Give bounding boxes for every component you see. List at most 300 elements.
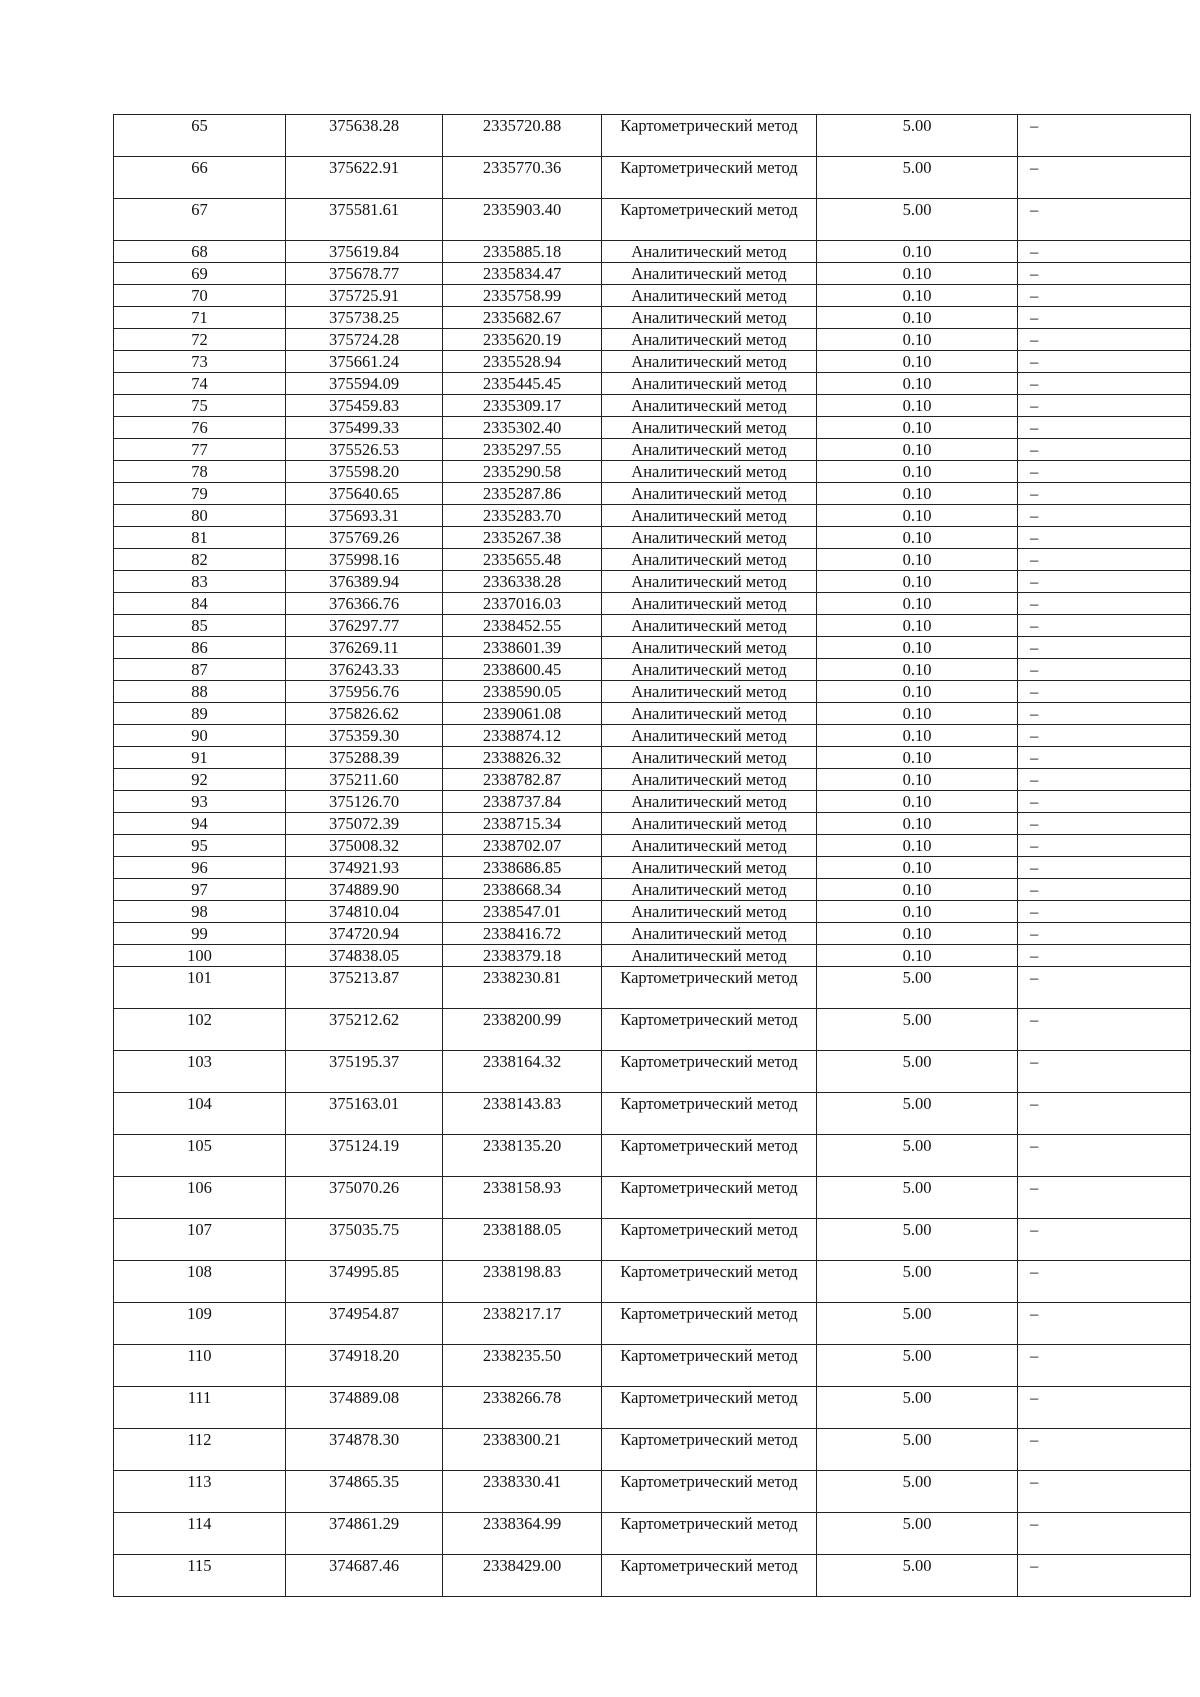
accuracy-cell: 0.10: [817, 263, 1018, 285]
accuracy-cell: 0.10: [817, 901, 1018, 923]
table-row: [114, 901, 1191, 923]
y-coordinate-cell: 2335297.55: [443, 439, 602, 461]
point-number-cell: 106: [114, 1177, 286, 1219]
table-row: [114, 461, 1191, 483]
x-coordinate-cell: 376269.11: [286, 637, 443, 659]
point-number-cell: 67: [114, 199, 286, 241]
remark-cell: –: [1018, 1387, 1191, 1429]
remark-cell: –: [1018, 725, 1191, 747]
y-coordinate-cell: 2338379.18: [443, 945, 602, 967]
method-cell: Аналитический метод: [602, 813, 817, 835]
y-coordinate-cell: 2338601.39: [443, 637, 602, 659]
table-row: [114, 329, 1191, 351]
coordinates-table: [113, 114, 1191, 1597]
y-coordinate-cell: 2338702.07: [443, 835, 602, 857]
remark-cell: –: [1018, 901, 1191, 923]
point-number-cell: 110: [114, 1345, 286, 1387]
x-coordinate-cell: 375661.24: [286, 351, 443, 373]
table-row: [114, 813, 1191, 835]
remark-cell: –: [1018, 857, 1191, 879]
y-coordinate-cell: 2335903.40: [443, 199, 602, 241]
table-row: [114, 593, 1191, 615]
table-row: [114, 1303, 1191, 1345]
remark-cell: –: [1018, 1261, 1191, 1303]
x-coordinate-cell: 375998.16: [286, 549, 443, 571]
table-row: [114, 307, 1191, 329]
y-coordinate-cell: 2335445.45: [443, 373, 602, 395]
point-number-cell: 88: [114, 681, 286, 703]
table-row: [114, 1261, 1191, 1303]
point-number-cell: 72: [114, 329, 286, 351]
method-cell: Картометрический метод: [602, 1093, 817, 1135]
point-number-cell: 115: [114, 1555, 286, 1597]
point-number-cell: 73: [114, 351, 286, 373]
x-coordinate-cell: 374918.20: [286, 1345, 443, 1387]
y-coordinate-cell: 2338217.17: [443, 1303, 602, 1345]
point-number-cell: 69: [114, 263, 286, 285]
x-coordinate-cell: 374720.94: [286, 923, 443, 945]
table-row: [114, 1345, 1191, 1387]
x-coordinate-cell: 374889.08: [286, 1387, 443, 1429]
point-number-cell: 91: [114, 747, 286, 769]
method-cell: Картометрический метод: [602, 1345, 817, 1387]
x-coordinate-cell: 374838.05: [286, 945, 443, 967]
table-row: [114, 725, 1191, 747]
remark-cell: –: [1018, 923, 1191, 945]
accuracy-cell: 0.10: [817, 395, 1018, 417]
remark-cell: –: [1018, 1009, 1191, 1051]
accuracy-cell: 0.10: [817, 813, 1018, 835]
accuracy-cell: 5.00: [817, 1219, 1018, 1261]
table-row: [114, 395, 1191, 417]
x-coordinate-cell: 375581.61: [286, 199, 443, 241]
x-coordinate-cell: 375008.32: [286, 835, 443, 857]
point-number-cell: 79: [114, 483, 286, 505]
remark-cell: –: [1018, 1135, 1191, 1177]
method-cell: Аналитический метод: [602, 395, 817, 417]
table-row: [114, 115, 1191, 157]
y-coordinate-cell: 2338198.83: [443, 1261, 602, 1303]
table-row: [114, 879, 1191, 901]
table-row: [114, 1429, 1191, 1471]
accuracy-cell: 0.10: [817, 923, 1018, 945]
accuracy-cell: 5.00: [817, 1093, 1018, 1135]
table-row: [114, 241, 1191, 263]
remark-cell: –: [1018, 637, 1191, 659]
method-cell: Аналитический метод: [602, 483, 817, 505]
accuracy-cell: 0.10: [817, 945, 1018, 967]
method-cell: Аналитический метод: [602, 263, 817, 285]
table-row: [114, 1009, 1191, 1051]
remark-cell: –: [1018, 571, 1191, 593]
x-coordinate-cell: 374921.93: [286, 857, 443, 879]
method-cell: Картометрический метод: [602, 1009, 817, 1051]
y-coordinate-cell: 2335309.17: [443, 395, 602, 417]
remark-cell: –: [1018, 1303, 1191, 1345]
x-coordinate-cell: 375459.83: [286, 395, 443, 417]
point-number-cell: 78: [114, 461, 286, 483]
remark-cell: –: [1018, 329, 1191, 351]
y-coordinate-cell: 2338668.34: [443, 879, 602, 901]
method-cell: Картометрический метод: [602, 1429, 817, 1471]
y-coordinate-cell: 2338164.32: [443, 1051, 602, 1093]
y-coordinate-cell: 2338230.81: [443, 967, 602, 1009]
method-cell: Аналитический метод: [602, 725, 817, 747]
accuracy-cell: 0.10: [817, 791, 1018, 813]
remark-cell: –: [1018, 659, 1191, 681]
y-coordinate-cell: 2338547.01: [443, 901, 602, 923]
accuracy-cell: 0.10: [817, 351, 1018, 373]
x-coordinate-cell: 375195.37: [286, 1051, 443, 1093]
table-row: [114, 945, 1191, 967]
y-coordinate-cell: 2338600.45: [443, 659, 602, 681]
accuracy-cell: 0.10: [817, 461, 1018, 483]
remark-cell: –: [1018, 263, 1191, 285]
y-coordinate-cell: 2335287.86: [443, 483, 602, 505]
remark-cell: –: [1018, 879, 1191, 901]
remark-cell: –: [1018, 703, 1191, 725]
point-number-cell: 81: [114, 527, 286, 549]
x-coordinate-cell: 374995.85: [286, 1261, 443, 1303]
remark-cell: –: [1018, 395, 1191, 417]
remark-cell: –: [1018, 945, 1191, 967]
remark-cell: –: [1018, 681, 1191, 703]
y-coordinate-cell: 2338143.83: [443, 1093, 602, 1135]
method-cell: Аналитический метод: [602, 307, 817, 329]
point-number-cell: 92: [114, 769, 286, 791]
accuracy-cell: 0.10: [817, 681, 1018, 703]
table-row: [114, 285, 1191, 307]
accuracy-cell: 5.00: [817, 1429, 1018, 1471]
x-coordinate-cell: 376297.77: [286, 615, 443, 637]
x-coordinate-cell: 374889.90: [286, 879, 443, 901]
table-row: [114, 1051, 1191, 1093]
y-coordinate-cell: 2335834.47: [443, 263, 602, 285]
point-number-cell: 74: [114, 373, 286, 395]
y-coordinate-cell: 2338429.00: [443, 1555, 602, 1597]
table-row: [114, 1471, 1191, 1513]
remark-cell: –: [1018, 505, 1191, 527]
accuracy-cell: 0.10: [817, 483, 1018, 505]
table-row: [114, 681, 1191, 703]
point-number-cell: 65: [114, 115, 286, 157]
method-cell: Картометрический метод: [602, 1303, 817, 1345]
method-cell: Аналитический метод: [602, 571, 817, 593]
accuracy-cell: 0.10: [817, 593, 1018, 615]
accuracy-cell: 0.10: [817, 549, 1018, 571]
table-row: [114, 373, 1191, 395]
table-row: [114, 1093, 1191, 1135]
table-row: [114, 571, 1191, 593]
remark-cell: –: [1018, 1051, 1191, 1093]
point-number-cell: 83: [114, 571, 286, 593]
point-number-cell: 77: [114, 439, 286, 461]
point-number-cell: 98: [114, 901, 286, 923]
table-row: [114, 483, 1191, 505]
method-cell: Аналитический метод: [602, 549, 817, 571]
remark-cell: –: [1018, 157, 1191, 199]
remark-cell: –: [1018, 115, 1191, 157]
point-number-cell: 102: [114, 1009, 286, 1051]
method-cell: Картометрический метод: [602, 199, 817, 241]
x-coordinate-cell: 374954.87: [286, 1303, 443, 1345]
accuracy-cell: 0.10: [817, 835, 1018, 857]
accuracy-cell: 5.00: [817, 1555, 1018, 1597]
y-coordinate-cell: 2335620.19: [443, 329, 602, 351]
accuracy-cell: 5.00: [817, 157, 1018, 199]
table-row: [114, 199, 1191, 241]
y-coordinate-cell: 2335720.88: [443, 115, 602, 157]
method-cell: Аналитический метод: [602, 769, 817, 791]
method-cell: Аналитический метод: [602, 637, 817, 659]
y-coordinate-cell: 2338686.85: [443, 857, 602, 879]
accuracy-cell: 0.10: [817, 725, 1018, 747]
y-coordinate-cell: 2335283.70: [443, 505, 602, 527]
point-number-cell: 95: [114, 835, 286, 857]
method-cell: Аналитический метод: [602, 747, 817, 769]
point-number-cell: 96: [114, 857, 286, 879]
table-row: [114, 1177, 1191, 1219]
x-coordinate-cell: 375619.84: [286, 241, 443, 263]
method-cell: Аналитический метод: [602, 681, 817, 703]
method-cell: Картометрический метод: [602, 1219, 817, 1261]
x-coordinate-cell: 374865.35: [286, 1471, 443, 1513]
y-coordinate-cell: 2335528.94: [443, 351, 602, 373]
y-coordinate-cell: 2339061.08: [443, 703, 602, 725]
x-coordinate-cell: 375072.39: [286, 813, 443, 835]
x-coordinate-cell: 375693.31: [286, 505, 443, 527]
method-cell: Аналитический метод: [602, 879, 817, 901]
table-row: [114, 527, 1191, 549]
y-coordinate-cell: 2338364.99: [443, 1513, 602, 1555]
point-number-cell: 68: [114, 241, 286, 263]
x-coordinate-cell: 375070.26: [286, 1177, 443, 1219]
remark-cell: –: [1018, 373, 1191, 395]
x-coordinate-cell: 374687.46: [286, 1555, 443, 1597]
method-cell: Картометрический метод: [602, 1177, 817, 1219]
y-coordinate-cell: 2335758.99: [443, 285, 602, 307]
accuracy-cell: 0.10: [817, 307, 1018, 329]
remark-cell: –: [1018, 1471, 1191, 1513]
y-coordinate-cell: 2338266.78: [443, 1387, 602, 1429]
point-number-cell: 90: [114, 725, 286, 747]
y-coordinate-cell: 2338330.41: [443, 1471, 602, 1513]
table-row: [114, 703, 1191, 725]
point-number-cell: 82: [114, 549, 286, 571]
point-number-cell: 108: [114, 1261, 286, 1303]
accuracy-cell: 0.10: [817, 373, 1018, 395]
y-coordinate-cell: 2338158.93: [443, 1177, 602, 1219]
x-coordinate-cell: 376366.76: [286, 593, 443, 615]
remark-cell: –: [1018, 199, 1191, 241]
table-row: [114, 637, 1191, 659]
x-coordinate-cell: 375678.77: [286, 263, 443, 285]
remark-cell: –: [1018, 1177, 1191, 1219]
accuracy-cell: 5.00: [817, 1177, 1018, 1219]
accuracy-cell: 5.00: [817, 1261, 1018, 1303]
method-cell: Аналитический метод: [602, 857, 817, 879]
point-number-cell: 100: [114, 945, 286, 967]
accuracy-cell: 0.10: [817, 769, 1018, 791]
point-number-cell: 71: [114, 307, 286, 329]
accuracy-cell: 0.10: [817, 747, 1018, 769]
y-coordinate-cell: 2338452.55: [443, 615, 602, 637]
method-cell: Аналитический метод: [602, 505, 817, 527]
accuracy-cell: 5.00: [817, 1513, 1018, 1555]
point-number-cell: 66: [114, 157, 286, 199]
accuracy-cell: 0.10: [817, 879, 1018, 901]
x-coordinate-cell: 375640.65: [286, 483, 443, 505]
point-number-cell: 86: [114, 637, 286, 659]
remark-cell: –: [1018, 1219, 1191, 1261]
method-cell: Аналитический метод: [602, 703, 817, 725]
method-cell: Картометрический метод: [602, 1135, 817, 1177]
y-coordinate-cell: 2335290.58: [443, 461, 602, 483]
method-cell: Аналитический метод: [602, 285, 817, 307]
y-coordinate-cell: 2335302.40: [443, 417, 602, 439]
table-row: [114, 747, 1191, 769]
method-cell: Аналитический метод: [602, 439, 817, 461]
accuracy-cell: 5.00: [817, 1471, 1018, 1513]
method-cell: Картометрический метод: [602, 1513, 817, 1555]
y-coordinate-cell: 2338188.05: [443, 1219, 602, 1261]
point-number-cell: 109: [114, 1303, 286, 1345]
remark-cell: –: [1018, 791, 1191, 813]
y-coordinate-cell: 2338782.87: [443, 769, 602, 791]
accuracy-cell: 0.10: [817, 417, 1018, 439]
remark-cell: –: [1018, 1093, 1191, 1135]
method-cell: Аналитический метод: [602, 593, 817, 615]
table-row: [114, 835, 1191, 857]
remark-cell: –: [1018, 241, 1191, 263]
method-cell: Аналитический метод: [602, 241, 817, 263]
table-row: [114, 351, 1191, 373]
method-cell: Аналитический метод: [602, 373, 817, 395]
y-coordinate-cell: 2337016.03: [443, 593, 602, 615]
method-cell: Аналитический метод: [602, 901, 817, 923]
y-coordinate-cell: 2336338.28: [443, 571, 602, 593]
accuracy-cell: 5.00: [817, 1009, 1018, 1051]
accuracy-cell: 5.00: [817, 199, 1018, 241]
y-coordinate-cell: 2338135.20: [443, 1135, 602, 1177]
point-number-cell: 101: [114, 967, 286, 1009]
accuracy-cell: 0.10: [817, 241, 1018, 263]
table-row: [114, 615, 1191, 637]
table-row: [114, 857, 1191, 879]
x-coordinate-cell: 375738.25: [286, 307, 443, 329]
method-cell: Картометрический метод: [602, 1261, 817, 1303]
table-row: [114, 1555, 1191, 1597]
table-row: [114, 967, 1191, 1009]
accuracy-cell: 0.10: [817, 505, 1018, 527]
y-coordinate-cell: 2338826.32: [443, 747, 602, 769]
x-coordinate-cell: 375526.53: [286, 439, 443, 461]
point-number-cell: 114: [114, 1513, 286, 1555]
point-number-cell: 85: [114, 615, 286, 637]
point-number-cell: 89: [114, 703, 286, 725]
x-coordinate-cell: 374810.04: [286, 901, 443, 923]
accuracy-cell: 0.10: [817, 439, 1018, 461]
x-coordinate-cell: 375124.19: [286, 1135, 443, 1177]
remark-cell: –: [1018, 967, 1191, 1009]
table-row: [114, 659, 1191, 681]
x-coordinate-cell: 375826.62: [286, 703, 443, 725]
point-number-cell: 87: [114, 659, 286, 681]
method-cell: Аналитический метод: [602, 945, 817, 967]
accuracy-cell: 0.10: [817, 659, 1018, 681]
method-cell: Аналитический метод: [602, 461, 817, 483]
table-row: [114, 1513, 1191, 1555]
y-coordinate-cell: 2338715.34: [443, 813, 602, 835]
point-number-cell: 70: [114, 285, 286, 307]
y-coordinate-cell: 2335682.67: [443, 307, 602, 329]
accuracy-cell: 5.00: [817, 1135, 1018, 1177]
table-row: [114, 549, 1191, 571]
method-cell: Картометрический метод: [602, 157, 817, 199]
x-coordinate-cell: 375126.70: [286, 791, 443, 813]
method-cell: Аналитический метод: [602, 835, 817, 857]
x-coordinate-cell: 375638.28: [286, 115, 443, 157]
x-coordinate-cell: 375956.76: [286, 681, 443, 703]
remark-cell: –: [1018, 615, 1191, 637]
remark-cell: –: [1018, 1345, 1191, 1387]
method-cell: Картометрический метод: [602, 115, 817, 157]
remark-cell: –: [1018, 549, 1191, 571]
table-row: [114, 1135, 1191, 1177]
method-cell: Картометрический метод: [602, 1387, 817, 1429]
accuracy-cell: 0.10: [817, 615, 1018, 637]
table-row: [114, 505, 1191, 527]
x-coordinate-cell: 375359.30: [286, 725, 443, 747]
method-cell: Аналитический метод: [602, 615, 817, 637]
accuracy-cell: 5.00: [817, 1051, 1018, 1093]
remark-cell: –: [1018, 351, 1191, 373]
remark-cell: –: [1018, 461, 1191, 483]
y-coordinate-cell: 2338200.99: [443, 1009, 602, 1051]
method-cell: Аналитический метод: [602, 351, 817, 373]
accuracy-cell: 5.00: [817, 1387, 1018, 1429]
point-number-cell: 103: [114, 1051, 286, 1093]
x-coordinate-cell: 375163.01: [286, 1093, 443, 1135]
x-coordinate-cell: 374861.29: [286, 1513, 443, 1555]
method-cell: Аналитический метод: [602, 417, 817, 439]
remark-cell: –: [1018, 439, 1191, 461]
point-number-cell: 104: [114, 1093, 286, 1135]
point-number-cell: 111: [114, 1387, 286, 1429]
accuracy-cell: 0.10: [817, 637, 1018, 659]
point-number-cell: 94: [114, 813, 286, 835]
x-coordinate-cell: 375213.87: [286, 967, 443, 1009]
remark-cell: –: [1018, 1555, 1191, 1597]
remark-cell: –: [1018, 483, 1191, 505]
table-row: [114, 791, 1191, 813]
x-coordinate-cell: 374878.30: [286, 1429, 443, 1471]
remark-cell: –: [1018, 835, 1191, 857]
method-cell: Картометрический метод: [602, 967, 817, 1009]
remark-cell: –: [1018, 527, 1191, 549]
table-row: [114, 417, 1191, 439]
method-cell: Аналитический метод: [602, 791, 817, 813]
point-number-cell: 93: [114, 791, 286, 813]
method-cell: Картометрический метод: [602, 1471, 817, 1513]
accuracy-cell: 5.00: [817, 967, 1018, 1009]
table-row: [114, 263, 1191, 285]
x-coordinate-cell: 375594.09: [286, 373, 443, 395]
y-coordinate-cell: 2338590.05: [443, 681, 602, 703]
x-coordinate-cell: 376389.94: [286, 571, 443, 593]
coordinates-table-body: [114, 115, 1191, 1597]
accuracy-cell: 0.10: [817, 571, 1018, 593]
